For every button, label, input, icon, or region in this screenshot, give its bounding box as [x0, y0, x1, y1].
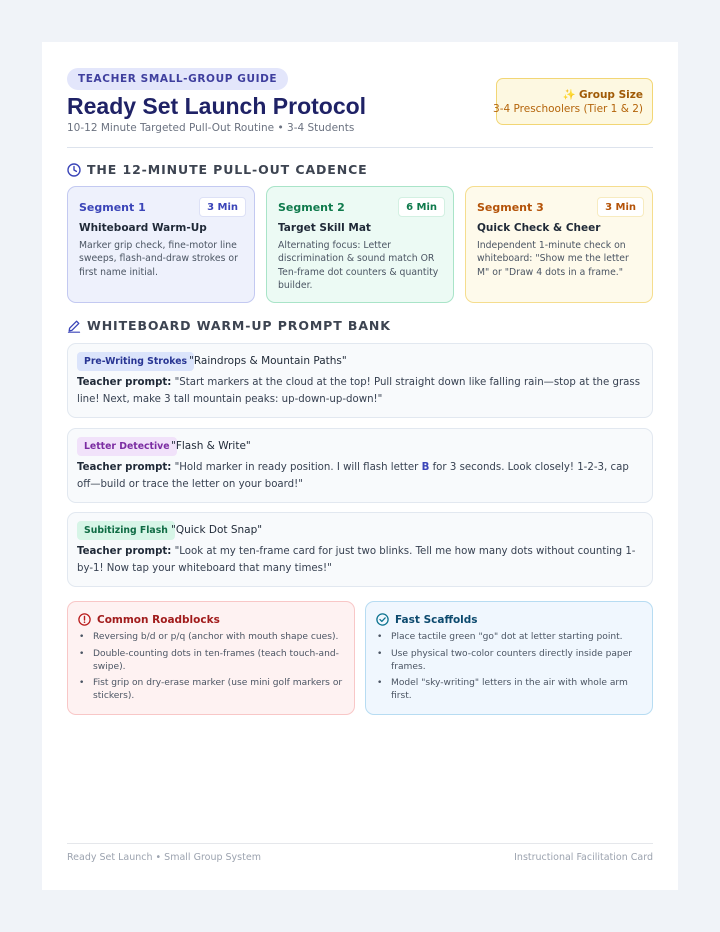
group-size-box: [493, 78, 653, 125]
scaffolds-list: [376, 631, 642, 707]
roadblocks-list: [78, 631, 344, 707]
segment-heading: Target Skill Mat: [278, 222, 371, 234]
prompt-tag: Letter Detective: [77, 437, 177, 456]
scaffolds-title-row: [376, 613, 478, 626]
list-item: • Place tactile green "go" dot at letter starting point.: [376, 631, 642, 644]
list-item: • Fist grip on dry-erase marker (use mini golf markers or stickers).: [78, 677, 344, 703]
segment-card-3: [465, 186, 653, 303]
segment-name: Segment 3: [477, 201, 544, 214]
pen-icon: [67, 319, 81, 333]
segment-description: Marker grip check, fine-motor line sweeps, flash-and-draw strokes or first name initial.: [79, 240, 238, 278]
header-divider: [67, 147, 653, 148]
segment-card-1: [67, 186, 255, 303]
prompt-tag: Pre-Writing Strokes: [77, 352, 194, 371]
prompt-title: "Quick Dot Snap": [171, 524, 263, 536]
segment-minutes-badge: 3 Min: [199, 197, 246, 217]
prompt-card-2: [67, 428, 653, 503]
teacher-prompt-label: Teacher prompt:: [77, 546, 172, 557]
segment-minutes-badge: 3 Min: [597, 197, 644, 217]
teacher-prompt-label: Teacher prompt:: [77, 462, 172, 473]
prompt-body-start: "Hold marker in ready position. I will flash letter: [174, 462, 422, 473]
alert-circle-icon: [78, 613, 91, 626]
segment-description: Independent 1-minute check on whiteboard: "Show me the letter M" or "Draw 4 dots in a frame.": [477, 240, 629, 278]
cadence-title-text: THE 12-MINUTE PULL-OUT CADENCE: [87, 162, 368, 177]
scaffolds-title: Fast Scaffolds: [395, 613, 478, 626]
teacher-prompt-label: Teacher prompt:: [77, 377, 172, 388]
list-item: • Use physical two-color counters directly inside paper frames.: [376, 648, 642, 674]
prompt-title: "Flash & Write": [171, 440, 251, 452]
roadblocks-title-row: [78, 613, 220, 626]
prompt-body: "Start markers at the cloud at the top! Pull straight down like falling rain—stop at the grass line! Next, make 3 tall mountain peaks: up-down-up-down!": [77, 377, 641, 405]
prompt-bank-section-title: [67, 318, 391, 333]
prompt-bank-title-text: WHITEBOARD WARM-UP PROMPT BANK: [87, 318, 391, 333]
guide-type-pill: TEACHER SMALL-GROUP GUIDE: [67, 68, 288, 90]
list-item: • Reversing b/d or p/q (anchor with mouth shape cues).: [78, 631, 344, 644]
group-size-label: Group Size: [578, 89, 643, 101]
prompt-body: "Look at my ten-frame card for just two blinks. Tell me how many dots without counting 1-by-1! Now tap your whiteboard that many times!": [77, 546, 636, 574]
prompt-card-3: [67, 512, 653, 587]
prompt-text: [77, 375, 644, 408]
group-size-label-row: [563, 88, 643, 101]
segment-name: Segment 1: [79, 201, 146, 214]
segment-card-2: [266, 186, 454, 303]
prompt-title: "Raindrops & Mountain Paths": [189, 355, 347, 367]
cadence-section-title: [67, 162, 368, 177]
scaffolds-box: [365, 601, 653, 715]
group-size-value: 3-4 Preschoolers (Tier 1 & 2): [493, 103, 643, 115]
list-item: • Model "sky-writing" letters in the air with whole arm first.: [376, 677, 642, 703]
footer-left-text: Ready Set Launch • Small Group System: [67, 852, 261, 863]
prompt-text: [77, 544, 644, 577]
segment-minutes-badge: 6 Min: [398, 197, 445, 217]
segment-description: Alternating focus: Letter discrimination & sound match OR Ten-frame dot counters & quantity builder.: [278, 240, 439, 291]
list-item: • Double-counting dots in ten-frames (teach touch-and-swipe).: [78, 648, 344, 674]
roadblocks-title: Common Roadblocks: [97, 613, 220, 626]
prompt-text: [77, 460, 644, 493]
clock-icon: [67, 163, 81, 177]
highlight-letter: B: [421, 462, 430, 473]
footer-divider: [67, 843, 653, 844]
prompt-card-1: [67, 343, 653, 418]
sparkle-icon: ✨: [562, 89, 576, 101]
check-circle-icon: [376, 613, 389, 626]
segment-name: Segment 2: [278, 201, 345, 214]
prompt-body-end: for 3 seconds. Look closely! 1-2-3, cap off—build or trace the letter on your board!": [77, 462, 629, 490]
prompt-tag: Subitizing Flash: [77, 521, 175, 540]
roadblocks-box: [67, 601, 355, 715]
footer-right-text: Instructional Facilitation Card: [514, 852, 653, 863]
page-title: Ready Set Launch Protocol: [67, 93, 367, 119]
page-subtitle: 10-12 Minute Targeted Pull-Out Routine • 3-4 Students: [67, 122, 355, 134]
segment-heading: Quick Check & Cheer: [477, 222, 601, 234]
segment-heading: Whiteboard Warm-Up: [79, 222, 207, 234]
